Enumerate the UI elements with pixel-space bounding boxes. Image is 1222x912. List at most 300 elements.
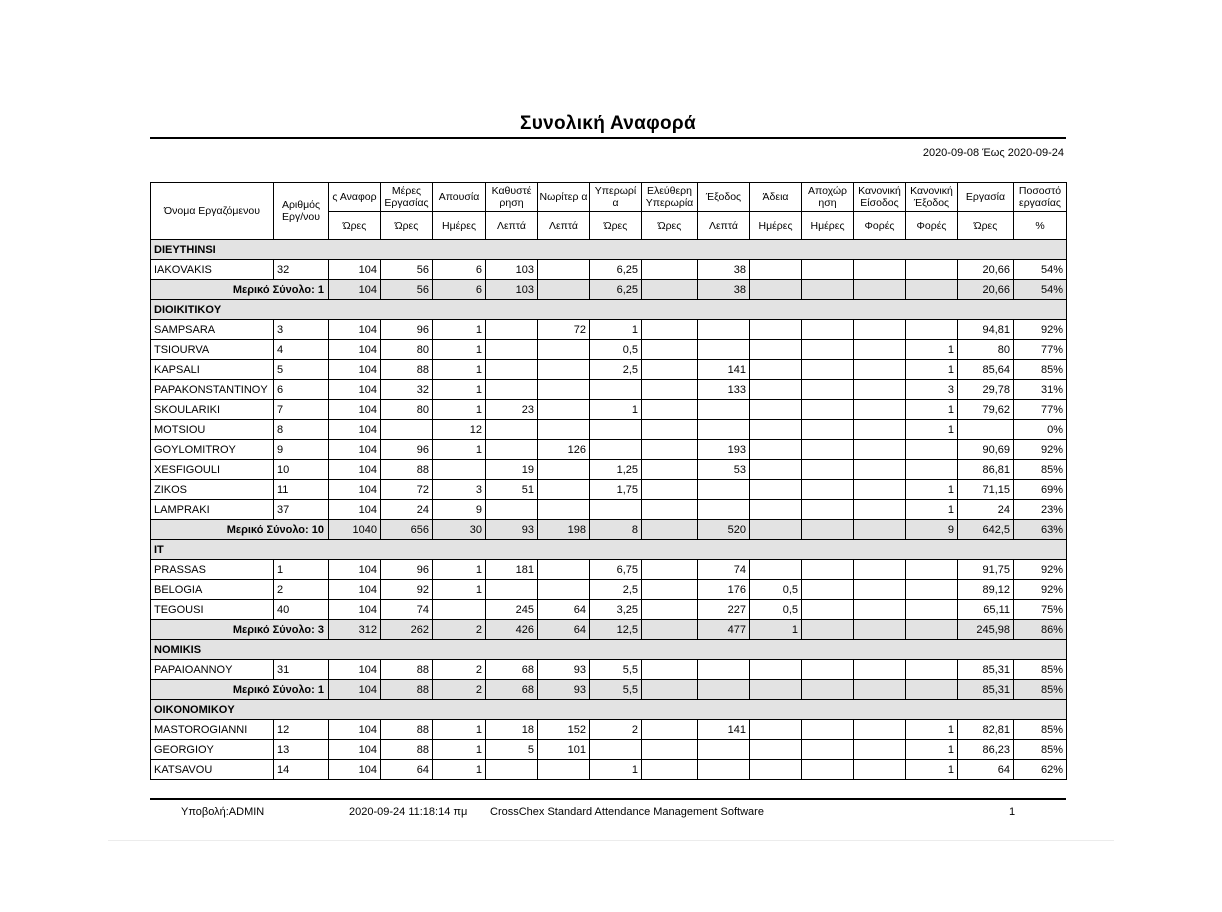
department-name: IT [151,540,1067,560]
subtotal-cell-leave: 1 [750,620,802,640]
cell-exit [698,760,750,780]
employee-name: KATSAVOU [151,760,274,780]
cell-normal-out [906,440,958,460]
cell-work-pct: 92% [1014,560,1067,580]
cell-work-days: 64 [381,760,433,780]
title-divider [150,137,1066,139]
subtotal-cell-late: 426 [486,620,538,640]
subtotal-cell-early: 93 [538,680,590,700]
subtotal-row [151,280,1067,300]
cell-work-pct: 85% [1014,720,1067,740]
subtotal-cell-work-days: 262 [381,620,433,640]
cell-late: 5 [486,740,538,760]
report-date-range: 2020-09-08 Έως 2020-09-24 [922,147,1064,159]
cell-abstention [802,400,854,420]
employee-number: 2 [274,580,329,600]
cell-overtime: 3,25 [590,600,642,620]
cell-late [486,320,538,340]
cell-free-overtime [642,360,698,380]
subtotal-row [151,680,1067,700]
employee-number: 3 [274,320,329,340]
employee-name: LAMPRAKI [151,500,274,520]
cell-early [538,340,590,360]
column-header-abstention: Αποχώρ ηση [802,183,854,212]
cell-overtime: 1 [590,760,642,780]
cell-absence: 1 [433,560,486,580]
employee-row [151,460,1067,480]
employee-name: PAPAKONSTANTINOY [151,380,274,400]
cell-exit [698,480,750,500]
subtotal-count: 1 [317,683,324,696]
column-unit-leave: Ημέρες [750,212,802,240]
footer-printed-at: 2020-09-24 11:18:14 πμ [349,806,468,818]
subtotal-cell-exit: 38 [698,280,750,300]
cell-report-hours: 104 [329,260,381,280]
cell-free-overtime [642,340,698,360]
subtotal-cell-absence: 2 [433,680,486,700]
subtotal-cell-free-overtime [642,680,698,700]
cell-exit: 38 [698,260,750,280]
subtotal-cell-leave [750,520,802,540]
cell-normal-in [854,440,906,460]
footer-submitted-by: Υποβολή:ADMIN [181,806,265,818]
subtotal-cell-work: 642,5 [958,520,1014,540]
cell-early [538,400,590,420]
cell-late [486,580,538,600]
cell-work-pct: 54% [1014,260,1067,280]
cell-leave [750,460,802,480]
cell-normal-in [854,420,906,440]
cell-normal-in [854,600,906,620]
cell-report-hours: 104 [329,460,381,480]
cell-work-pct: 85% [1014,460,1067,480]
cell-exit [698,420,750,440]
cell-exit: 141 [698,720,750,740]
cell-abstention [802,600,854,620]
cell-exit [698,660,750,680]
column-header-absence: Απουσία [433,183,486,212]
subtotal-cell-work: 20,66 [958,280,1014,300]
cell-work-pct: 0% [1014,420,1067,440]
cell-late: 51 [486,480,538,500]
cell-report-hours: 104 [329,720,381,740]
cell-overtime: 1 [590,320,642,340]
subtotal-cell-work: 245,98 [958,620,1014,640]
cell-work-days: 96 [381,440,433,460]
cell-work-pct: 92% [1014,580,1067,600]
cell-normal-in [854,320,906,340]
subtotal-cell-late: 93 [486,520,538,540]
employee-number: 11 [274,480,329,500]
employee-number: 31 [274,660,329,680]
cell-work-days: 80 [381,340,433,360]
employee-row [151,380,1067,400]
cell-abstention [802,420,854,440]
subtotal-cell-work-pct: 85% [1014,680,1067,700]
cell-work [958,420,1014,440]
cell-absence: 1 [433,400,486,420]
cell-work-days: 88 [381,460,433,480]
cell-overtime: 6,75 [590,560,642,580]
employee-name: MOTSIOU [151,420,274,440]
cell-abstention [802,340,854,360]
employee-number: 1 [274,560,329,580]
cell-work: 20,66 [958,260,1014,280]
cell-normal-out: 1 [906,740,958,760]
column-unit-early: Λεπτά [538,212,590,240]
cell-leave: 0,5 [750,600,802,620]
cell-work-days: 32 [381,380,433,400]
subtotal-cell-work-pct: 54% [1014,280,1067,300]
cell-normal-in [854,660,906,680]
column-header-work: Εργασία [958,183,1014,212]
subtotal-cell-early [538,280,590,300]
employee-number: 13 [274,740,329,760]
cell-absence: 2 [433,660,486,680]
subtotal-cell-report-hours: 1040 [329,520,381,540]
employee-name: GOYLOMITROY [151,440,274,460]
cell-late [486,760,538,780]
cell-normal-in [854,580,906,600]
employee-number: 8 [274,420,329,440]
cell-work: 86,23 [958,740,1014,760]
subtotal-cell-normal-out [906,620,958,640]
cell-report-hours: 104 [329,340,381,360]
cell-work-days: 92 [381,580,433,600]
cell-absence [433,600,486,620]
subtotal-cell-overtime: 6,25 [590,280,642,300]
subtotal-label [151,280,329,300]
subtotal-cell-exit: 477 [698,620,750,640]
cell-leave [750,400,802,420]
cell-normal-in [854,500,906,520]
cell-early [538,560,590,580]
employee-number: 14 [274,760,329,780]
column-unit-absence: Ημέρες [433,212,486,240]
cell-overtime [590,420,642,440]
page-edge [108,840,1114,841]
cell-absence: 1 [433,380,486,400]
cell-free-overtime [642,560,698,580]
cell-normal-out: 1 [906,720,958,740]
cell-free-overtime [642,400,698,420]
cell-work-days: 96 [381,560,433,580]
employee-name: KAPSALI [151,360,274,380]
cell-late [486,340,538,360]
cell-absence: 1 [433,360,486,380]
column-header-normal-in: Κανονική Είσοδος [854,183,906,212]
column-unit-work-pct: % [1014,212,1067,240]
cell-work-pct: 77% [1014,400,1067,420]
cell-overtime: 1 [590,400,642,420]
cell-report-hours: 104 [329,500,381,520]
column-header-overtime: Υπερωρί α [590,183,642,212]
cell-absence: 1 [433,320,486,340]
cell-work-days: 74 [381,600,433,620]
cell-leave [750,380,802,400]
column-unit-normal-in: Φορές [854,212,906,240]
employee-number: 6 [274,380,329,400]
cell-abstention [802,560,854,580]
cell-free-overtime [642,480,698,500]
cell-early [538,500,590,520]
column-header-no: Αριθμός Εργ/νου [274,183,329,240]
cell-work-pct: 92% [1014,320,1067,340]
cell-work-pct: 85% [1014,660,1067,680]
cell-overtime: 0,5 [590,340,642,360]
subtotal-cell-work: 85,31 [958,680,1014,700]
employee-number: 37 [274,500,329,520]
cell-work: 79,62 [958,400,1014,420]
subtotal-label-text: Μερικό Σύνολο: [226,523,309,536]
column-header-late: Καθυστέ ρηση [486,183,538,212]
cell-free-overtime [642,760,698,780]
cell-work-pct: 85% [1014,360,1067,380]
department-row [151,700,1067,720]
cell-normal-in [854,380,906,400]
cell-free-overtime [642,660,698,680]
cell-exit: 141 [698,360,750,380]
subtotal-cell-leave [750,680,802,700]
cell-work-days [381,420,433,440]
employee-row [151,440,1067,460]
cell-report-hours: 104 [329,740,381,760]
subtotal-cell-normal-in [854,620,906,640]
cell-report-hours: 104 [329,320,381,340]
cell-normal-in [854,340,906,360]
cell-free-overtime [642,420,698,440]
subtotal-cell-exit: 520 [698,520,750,540]
cell-early [538,760,590,780]
subtotal-label-text: Μερικό Σύνολο: [232,623,315,636]
employee-number: 5 [274,360,329,380]
cell-overtime [590,440,642,460]
employee-row [151,340,1067,360]
subtotal-cell-abstention [802,620,854,640]
cell-early: 72 [538,320,590,340]
subtotal-label [151,680,329,700]
cell-free-overtime [642,260,698,280]
cell-work-days: 96 [381,320,433,340]
cell-overtime [590,380,642,400]
cell-work-days: 88 [381,740,433,760]
department-row [151,300,1067,320]
attendance-table [150,182,1067,780]
employee-row [151,400,1067,420]
employee-name: MASTOROGIANNI [151,720,274,740]
cell-early: 152 [538,720,590,740]
employee-number: 7 [274,400,329,420]
cell-late: 19 [486,460,538,480]
employee-row [151,260,1067,280]
subtotal-count: 3 [317,623,324,636]
cell-leave [750,480,802,500]
cell-work: 80 [958,340,1014,360]
cell-report-hours: 104 [329,360,381,380]
cell-leave [750,560,802,580]
cell-normal-out [906,660,958,680]
cell-exit [698,500,750,520]
subtotal-label-text: Μερικό Σύνολο: [232,683,315,696]
cell-report-hours: 104 [329,440,381,460]
subtotal-row [151,520,1067,540]
cell-abstention [802,360,854,380]
cell-work: 65,11 [958,600,1014,620]
cell-overtime [590,740,642,760]
cell-normal-out: 1 [906,360,958,380]
cell-leave [750,760,802,780]
cell-late [486,500,538,520]
subtotal-cell-early: 64 [538,620,590,640]
cell-late: 181 [486,560,538,580]
department-row [151,640,1067,660]
cell-leave [750,320,802,340]
cell-overtime: 2,5 [590,360,642,380]
subtotal-cell-late: 68 [486,680,538,700]
employee-number: 9 [274,440,329,460]
subtotal-count: 10 [311,523,324,536]
subtotal-row [151,620,1067,640]
cell-late [486,440,538,460]
cell-early [538,260,590,280]
cell-absence [433,460,486,480]
subtotal-label [151,520,329,540]
subtotal-cell-work-days: 656 [381,520,433,540]
cell-overtime: 6,25 [590,260,642,280]
cell-normal-in [854,260,906,280]
cell-abstention [802,760,854,780]
subtotal-cell-normal-out [906,680,958,700]
report-title: Συνολική Αναφορά [520,113,696,134]
cell-report-hours: 104 [329,400,381,420]
cell-normal-out: 1 [906,500,958,520]
subtotal-cell-work-days: 56 [381,280,433,300]
employee-row [151,760,1067,780]
cell-free-overtime [642,580,698,600]
subtotal-cell-early: 198 [538,520,590,540]
cell-work-days: 56 [381,260,433,280]
subtotal-count: 1 [317,283,324,296]
cell-normal-out [906,260,958,280]
cell-free-overtime [642,460,698,480]
cell-normal-out: 1 [906,340,958,360]
employee-name: GEORGIOY [151,740,274,760]
subtotal-cell-normal-in [854,520,906,540]
cell-work: 71,15 [958,480,1014,500]
cell-free-overtime [642,440,698,460]
subtotal-label [151,620,329,640]
cell-work: 94,81 [958,320,1014,340]
cell-work-days: 72 [381,480,433,500]
cell-overtime: 2 [590,720,642,740]
cell-leave [750,420,802,440]
employee-row [151,320,1067,340]
cell-absence: 12 [433,420,486,440]
subtotal-cell-work-days: 88 [381,680,433,700]
cell-work-pct: 77% [1014,340,1067,360]
column-unit-work: Ώρες [958,212,1014,240]
employee-number: 4 [274,340,329,360]
column-header-early: Νωρίτερ α [538,183,590,212]
cell-exit: 133 [698,380,750,400]
cell-normal-out [906,580,958,600]
cell-overtime [590,500,642,520]
employee-name: TEGOUSI [151,600,274,620]
cell-early [538,380,590,400]
cell-overtime: 2,5 [590,580,642,600]
subtotal-cell-exit [698,680,750,700]
cell-early: 101 [538,740,590,760]
cell-work: 89,12 [958,580,1014,600]
cell-absence: 1 [433,740,486,760]
subtotal-label-text: Μερικό Σύνολο: [232,283,315,296]
cell-early [538,580,590,600]
cell-abstention [802,380,854,400]
cell-leave [750,360,802,380]
subtotal-cell-absence: 2 [433,620,486,640]
cell-absence: 1 [433,340,486,360]
department-name: DIEYTHINSI [151,240,1067,260]
employee-name: SAMPSARA [151,320,274,340]
cell-work: 85,31 [958,660,1014,680]
employee-row [151,720,1067,740]
cell-absence: 3 [433,480,486,500]
subtotal-cell-free-overtime [642,520,698,540]
subtotal-cell-free-overtime [642,620,698,640]
cell-leave [750,340,802,360]
cell-exit: 193 [698,440,750,460]
cell-normal-in [854,460,906,480]
cell-abstention [802,740,854,760]
column-unit-abstention: Ημέρες [802,212,854,240]
employee-number: 32 [274,260,329,280]
cell-absence: 9 [433,500,486,520]
cell-work-days: 24 [381,500,433,520]
cell-late: 68 [486,660,538,680]
column-header-free-overtime: Ελεύθερη Υπερωρία [642,183,698,212]
cell-work: 29,78 [958,380,1014,400]
employee-name: IAKOVAKIS [151,260,274,280]
cell-early [538,480,590,500]
cell-early: 126 [538,440,590,460]
column-header-exit: Έξοδος [698,183,750,212]
employee-row [151,740,1067,760]
subtotal-cell-work-pct: 63% [1014,520,1067,540]
cell-leave: 0,5 [750,580,802,600]
cell-normal-out [906,560,958,580]
cell-exit [698,320,750,340]
cell-normal-out: 1 [906,420,958,440]
cell-late: 23 [486,400,538,420]
employee-row [151,360,1067,380]
subtotal-cell-abstention [802,680,854,700]
cell-abstention [802,660,854,680]
employee-row [151,420,1067,440]
cell-report-hours: 104 [329,760,381,780]
cell-normal-out: 1 [906,760,958,780]
column-header-leave: Άδεια [750,183,802,212]
cell-normal-in [854,740,906,760]
cell-abstention [802,580,854,600]
subtotal-cell-abstention [802,520,854,540]
cell-normal-out: 1 [906,480,958,500]
cell-late [486,420,538,440]
cell-normal-in [854,360,906,380]
cell-work: 85,64 [958,360,1014,380]
employee-row [151,500,1067,520]
subtotal-cell-normal-out: 9 [906,520,958,540]
cell-early [538,460,590,480]
